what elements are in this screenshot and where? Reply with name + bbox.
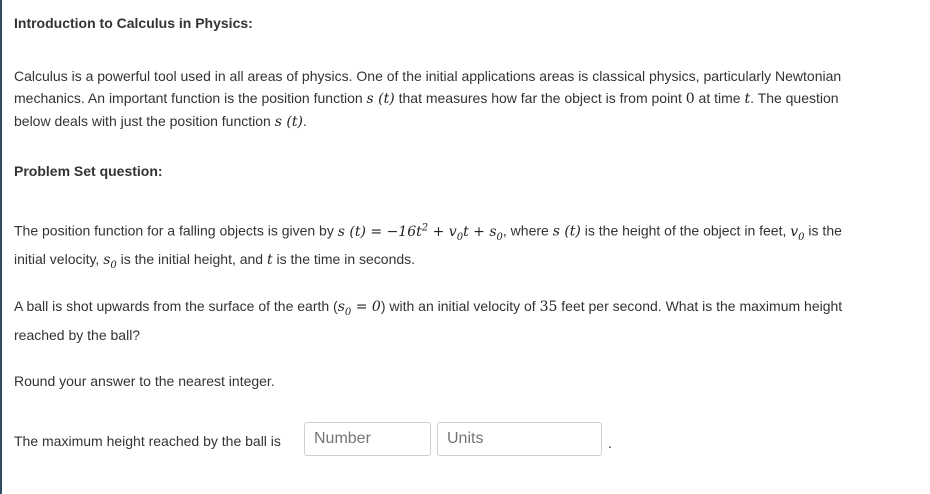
math-zero: 0 xyxy=(685,91,695,107)
answer-label: The maximum height reached by the ball is xyxy=(14,433,281,449)
text: . The question xyxy=(750,90,839,106)
text: . xyxy=(302,113,307,129)
text: feet per second. What is the maximum height xyxy=(557,298,843,314)
intro-line-1: Calculus is a powerful tool used in all areas of physics. One of the initial applications areas is classical physics, particularly Newtonian xyxy=(14,68,842,84)
question-line-2: reached by the ball? xyxy=(14,326,141,343)
math-s-of-t: s (t) xyxy=(366,91,395,107)
answer-period: . xyxy=(608,435,612,451)
problem-heading: Problem Set question: xyxy=(14,163,163,179)
rounding-instruction: Round your answer to the nearest integer. xyxy=(14,373,275,389)
intro-paragraph xyxy=(14,65,919,133)
initial-condition: $s_0 = 0$ xyxy=(337,299,381,318)
math-velocity: 35 xyxy=(539,299,558,315)
number-input[interactable] xyxy=(304,422,431,456)
left-border xyxy=(0,0,2,494)
text: , where xyxy=(502,222,553,239)
math-s-of-t: s (t) xyxy=(552,223,581,240)
intro-line-3 xyxy=(14,110,919,133)
text: mechanics. An important function is the position function xyxy=(14,90,367,106)
text: is the xyxy=(804,222,842,239)
text: ) with an initial velocity of xyxy=(380,298,540,314)
problem-definition xyxy=(14,217,919,277)
math-s0: $s_0$ xyxy=(103,252,117,272)
units-input[interactable] xyxy=(437,422,602,456)
problem-line-1 xyxy=(14,217,919,248)
text: is the height of the object in feet, xyxy=(580,222,791,239)
text: below deals with just the position function xyxy=(14,113,275,129)
text: initial velocity, xyxy=(14,251,104,268)
text: A ball is shot upwards from the surface of the earth ( xyxy=(14,298,338,314)
question-line-1 xyxy=(14,295,919,324)
problem-line-2 xyxy=(14,248,919,277)
intro-heading: Introduction to Calculus in Physics: xyxy=(14,15,253,31)
text: The position function for a falling objects is given by xyxy=(14,222,338,239)
text: at time xyxy=(694,90,745,106)
math-s-of-t: s (t) xyxy=(274,114,303,130)
text: that measures how far the object is from point xyxy=(394,90,686,106)
text: is the time in seconds. xyxy=(272,251,416,268)
math-t: t xyxy=(267,252,273,269)
intro-line-2 xyxy=(14,87,919,110)
math-v0: $v_0$ xyxy=(790,223,805,243)
text: is the initial height, and xyxy=(116,251,267,268)
position-equation: s $(t) = -16t^2 + v_0t + s_0$ xyxy=(337,222,503,243)
problem-question xyxy=(14,295,919,346)
math-t: t xyxy=(744,91,751,107)
